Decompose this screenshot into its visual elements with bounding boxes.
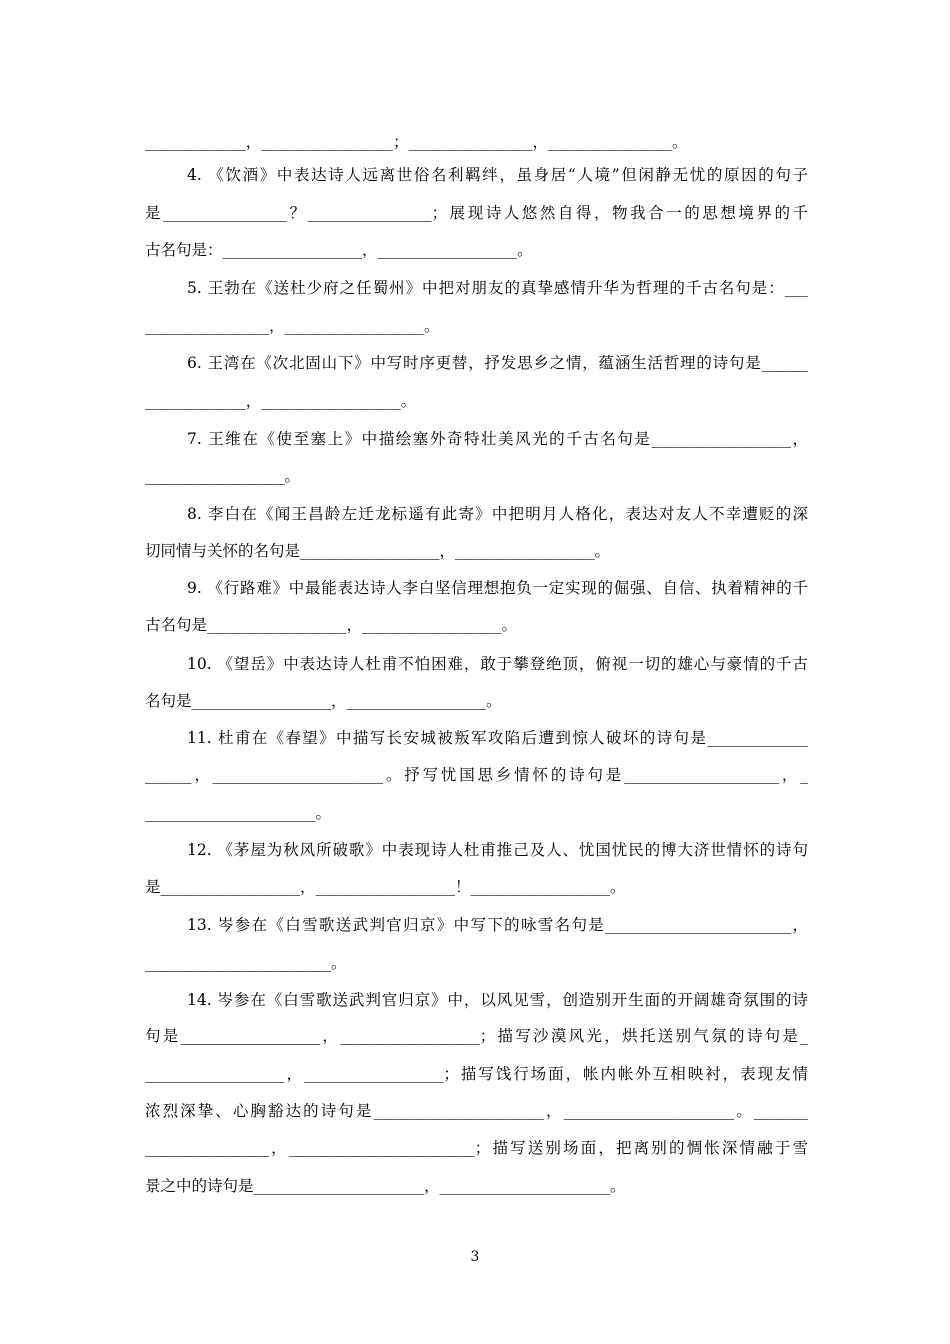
line-q4-b: 是________________？________________；展现诗人悠然自得，物我合一的思想境界的千 [145,204,808,222]
line-q12-b: 是__________________，__________________！__________________。 [145,878,626,896]
line-q9-a: 9. 《行路难》中最能表达诗人李白坚信理想抱负一定实现的倔强、自信、执着精神的千 [187,579,808,597]
page-number: 3 [470,1249,480,1265]
line-q14-b: 句是__________________，__________________；描写沙漠风光，烘托送别气氛的诗句是_ [145,1027,808,1045]
line-q11-b: ______，______________________。抒写忧国思乡情怀的诗句是____________________，_ [145,766,808,784]
line-q8-b: 切同情与关怀的名句是__________________，__________________。 [145,542,611,560]
line-q3-blanks: _____________，_________________；________________，________________。 [145,133,688,151]
line-q13-b: ________________________。 [145,954,347,972]
line-q7-b: __________________。 [145,467,301,485]
line-q14-a: 14. 岑参在《白雪歌送武判官归京》中，以风见雪，创造别开生面的开阔雄奇氛围的诗 [187,991,808,1009]
line-q13-a: 13. 岑参在《白雪歌送武判官归京》中写下的咏雪名句是________________________， [187,916,808,934]
line-q6-b: _____________，__________________。 [145,392,417,410]
line-q11-c: ______________________。 [145,804,332,822]
line-q5-b: ________________，__________________。 [145,317,440,335]
line-q14-c: __________________，__________________；描写饯行场面，帐内帐外互相映衬，表现友情 [145,1065,808,1083]
line-q9-b: 古名句是__________________，__________________。 [145,616,518,634]
line-q11-a: 11. 杜甫在《春望》中描写长安城被叛军攻陷后遭到惊人破坏的诗句是_____________ [187,729,808,747]
line-q10-a: 10. 《望岳》中表达诗人杜甫不怕困难，敢于攀登绝顶，俯视一切的雄心与豪情的千古 [187,655,808,673]
line-q12-a: 12. 《茅屋为秋风所破歌》中表现诗人杜甫推己及人、忧国忧民的博大济世情怀的诗句 [187,841,808,859]
line-q4-a: 4. 《饮酒》中表达诗人远离世俗名利羁绊，虽身居“人境”但闲静无忧的原因的句子 [187,166,808,184]
line-q8-a: 8. 李白在《闻王昌龄左迁龙标遥有此寄》中把明月人格化，表达对友人不幸遭贬的深 [187,505,808,523]
line-q6-a: 6. 王湾在《次北固山下》中写时序更替，抒发思乡之情，蕴涵生活哲理的诗句是______ [187,354,808,372]
line-q14-e: ________________，________________________；描写送别场面，把离别的惆怅深情融于雪 [145,1139,808,1157]
line-q14-f: 景之中的诗句是______________________，______________________。 [145,1177,626,1195]
line-q14-d: 浓烈深挚、心胸豁达的诗句是______________________，______________________。_______ [145,1102,808,1120]
line-q5-a: 5. 王勃在《送杜少府之任蜀州》中把对朋友的真挚感情升华为哲理的千古名句是：___ [187,279,808,297]
line-q4-c: 古名句是：__________________，__________________。 [145,241,533,259]
line-q7-a: 7. 王维在《使至塞上》中描绘塞外奇特壮美风光的千古名句是__________________， [187,430,808,448]
line-q10-b: 名句是__________________，__________________。 [145,692,502,710]
